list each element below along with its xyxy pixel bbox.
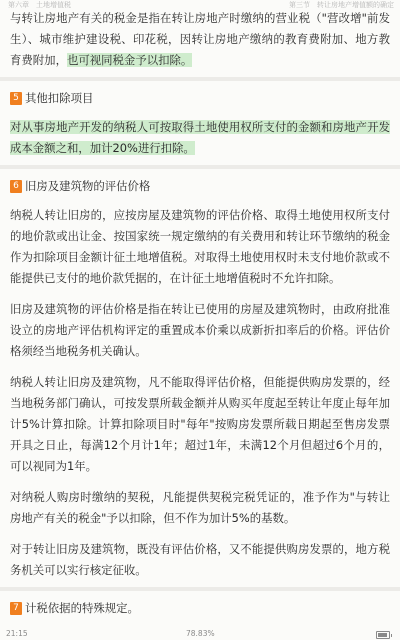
section-title-text: 其他扣除项目 [25,91,94,105]
section-number-badge: 5 [10,92,22,105]
battery-icon [376,631,390,639]
reading-progress: 78.83% [186,629,215,638]
clock-time: 21:15 [6,629,28,638]
paragraph-text: 与转让房地产有关的税金是指在转让房地产时缴纳的营业税（"营改增"前发生）、城市维护建设税、印花税，因转让房地产缴纳的教育费附加、地方教育费附加， [10,11,390,67]
section-divider [0,77,400,81]
section-number-badge: 6 [10,180,22,193]
highlighted-text[interactable]: 对从事房地产开发的纳税人可按取得土地使用权所支付的金额和房地产开发成本金额之和，加计20%进行扣除。 [10,120,390,155]
paragraph-purchase-invoice[interactable]: 纳税人转让旧房及建筑物，凡不能取得评估价格，但能提供购房发票的，经当地税务部门确认，可按发票所载金额并从购买年度起至转让年度止每年加计5%计算扣除。计算扣除项目时"每年"按购房发票所载日期起至售房发票开具之日止，每满12个月计1年；超过1年，未满12个月但超过6个月的，可以视同为1年。 [10,375,390,473]
reader-content[interactable] [0,8,400,628]
section-divider [0,165,400,169]
paragraph-other-deductions[interactable] [10,117,390,159]
chapter-title: 第六章 土地增值税 [8,1,71,9]
paragraph-appraisal-price[interactable]: 旧房及建筑物的评估价格是指在转让已使用的房屋及建筑物时，由政府批准设立的房地产评估机构评定的重置成本价乘以成新折扣率后的价格。评估价格须经当地税务机关确认。 [10,302,390,358]
paragraph-assessed-collection[interactable]: 对于转让旧房及建筑物，既没有评估价格，又不能提供购房发票的，地方税务机关可以实行核定征收。 [10,542,390,577]
section-title-text: 计税依据的特殊规定。 [25,601,139,615]
section-heading-7 [10,597,390,619]
paragraph-old-house-transfer[interactable]: 纳税人转让旧房的，应按房屋及建筑物的评估价格、取得土地使用权所支付的地价款或出让金、按国家统一规定缴纳的有关费用和转让环节缴纳的税金作为扣除项目金额计征土地增值税。对取得土地使用权时未支付地价款或不能提供已支付的地价款凭据的，在计征土地增值税时不允许扣除。 [10,208,390,285]
highlighted-text[interactable]: 也可视同税金予以扣除。 [66,53,193,67]
reader-status-bar [0,628,400,640]
paragraph-deed-tax[interactable]: 对纳税人购房时缴纳的契税，凡能提供契税完税凭证的，准予作为"与转让房地产有关的税金"予以扣除，但不作为加计5%的基数。 [10,490,390,525]
section-heading-6 [10,175,390,197]
section-title-text: 旧房及建筑物的评估价格 [25,179,151,193]
section-title: 第三节 转让房地产增值额的确定 [289,1,394,9]
paragraph-tax-deduction[interactable] [10,8,390,71]
section-divider [0,587,400,591]
section-number-badge: 7 [10,602,22,615]
section-heading-5 [10,87,390,109]
